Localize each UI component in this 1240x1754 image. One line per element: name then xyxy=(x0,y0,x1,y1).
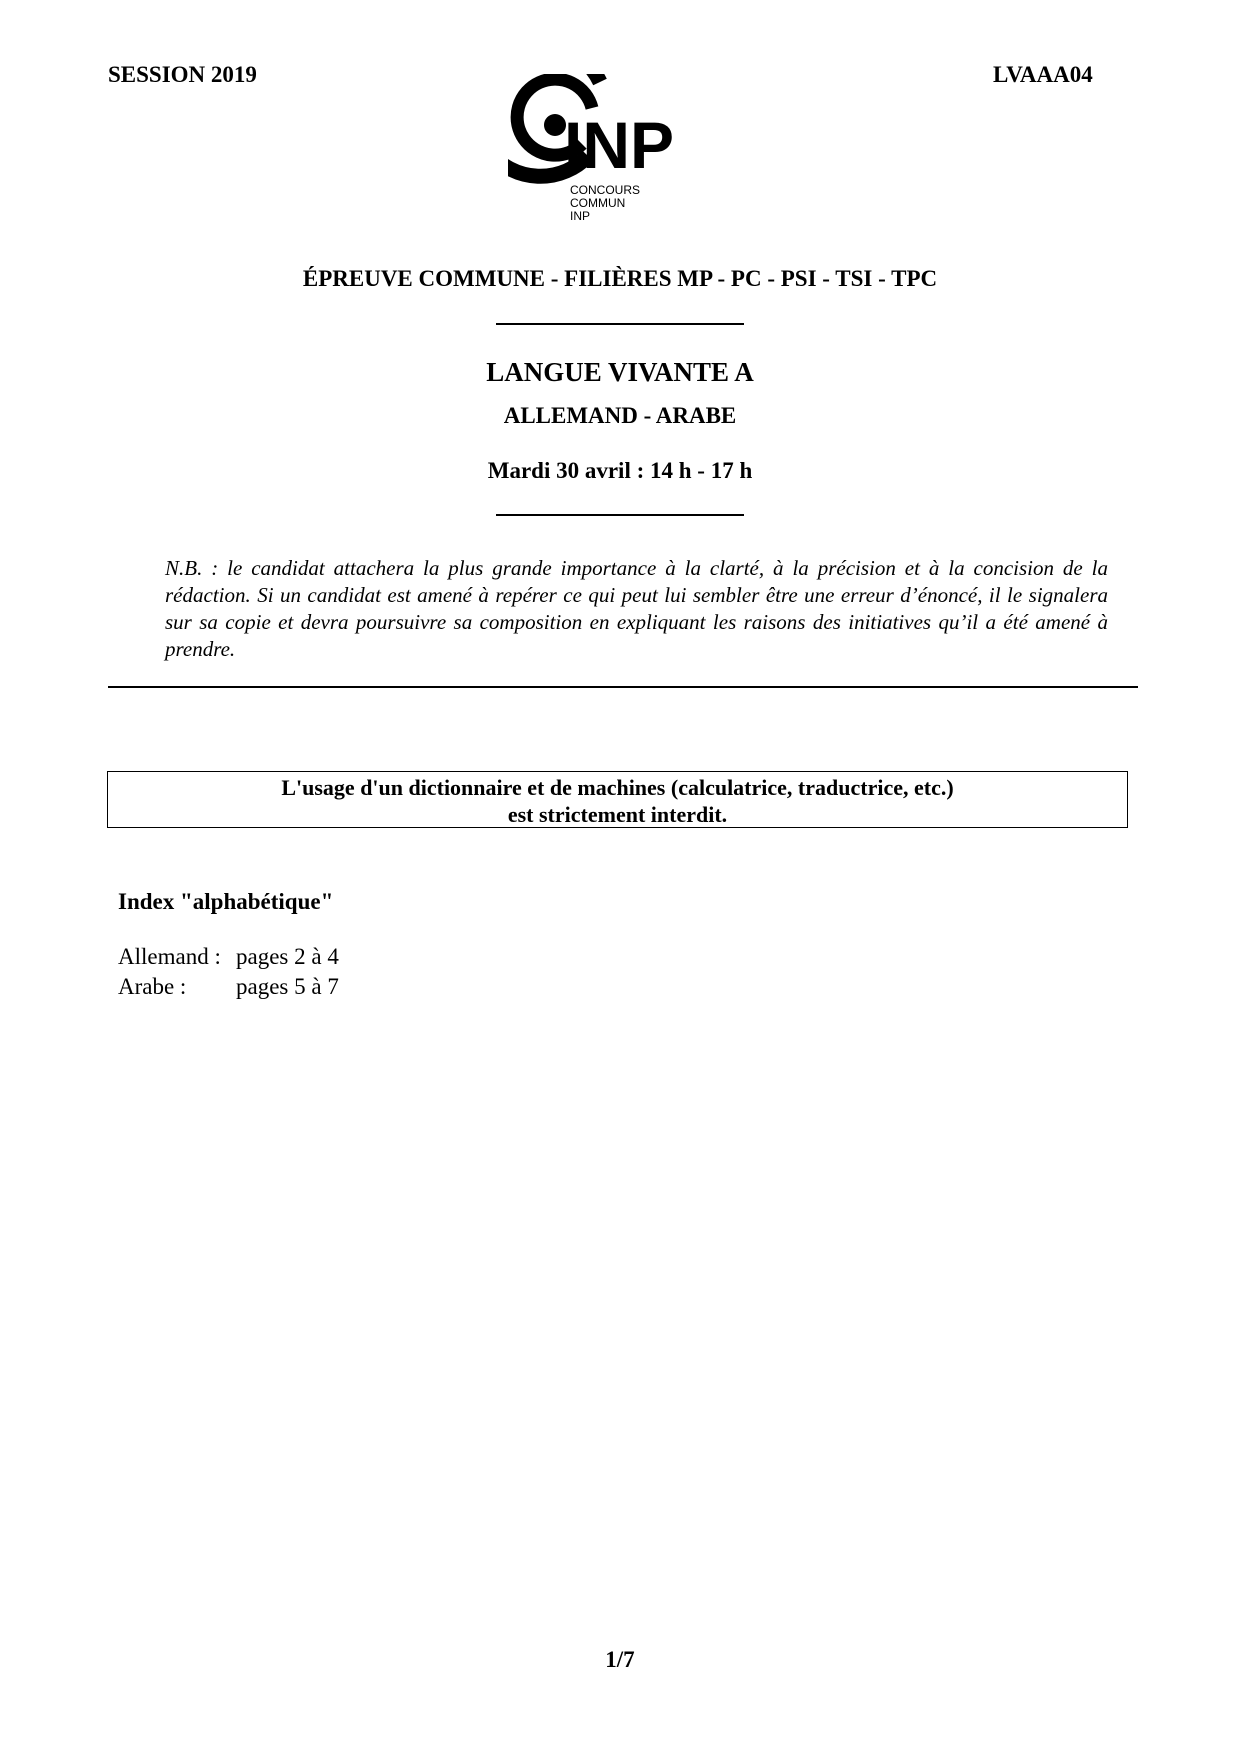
logo-subtitle-line3: INP xyxy=(570,209,591,223)
notice-line-1: L'usage d'un dictionnaire et de machines (calculatrice, traductrice, etc.) xyxy=(281,775,954,800)
divider-long xyxy=(108,686,1138,688)
logo-subtitle-line2: COMMUN xyxy=(570,196,626,210)
exam-subject: LANGUE VIVANTE A xyxy=(486,357,754,387)
exam-languages: ALLEMAND - ARABE xyxy=(503,403,737,428)
index-pages: pages 5 à 7 xyxy=(236,974,339,999)
notice-line-2: est strictement interdit. xyxy=(507,802,728,827)
exam-epreuve: ÉPREUVE COMMUNE - FILIÈRES MP - PC - PSI - TSI - TPC xyxy=(302,266,938,291)
index-pages: pages 2 à 4 xyxy=(236,944,339,969)
inp-logo xyxy=(508,74,708,234)
divider xyxy=(496,323,744,325)
index-row xyxy=(118,974,339,1000)
dictionary-notice-box xyxy=(107,771,1128,828)
session-label: SESSION 2019 xyxy=(108,62,257,87)
logo-wordmark: INP xyxy=(564,108,675,182)
divider xyxy=(496,514,744,516)
logo-subtitle-line1: CONCOURS xyxy=(570,183,641,197)
page-number: 1/7 xyxy=(605,1647,635,1672)
nb-notice: N.B. : le candidat attachera la plus grande importance à la clarté, à la précision et à la concision de la rédaction. Si un candidat est amené à repérer ce qui peut lui sembler être une erreur d’énoncé, il le signalera sur sa copie et devra poursuivre sa composition en expliquant les raisons des initiatives qu’il a été amené à prendre. xyxy=(165,556,1108,661)
exam-schedule: Mardi 30 avril : 14 h - 17 h xyxy=(487,458,753,483)
exam-code: LVAAA04 xyxy=(993,62,1093,87)
index-language: Allemand : xyxy=(118,944,221,969)
index-row xyxy=(118,944,339,970)
index-language: Arabe : xyxy=(118,974,187,999)
index-title: Index "alphabétique" xyxy=(118,889,334,914)
